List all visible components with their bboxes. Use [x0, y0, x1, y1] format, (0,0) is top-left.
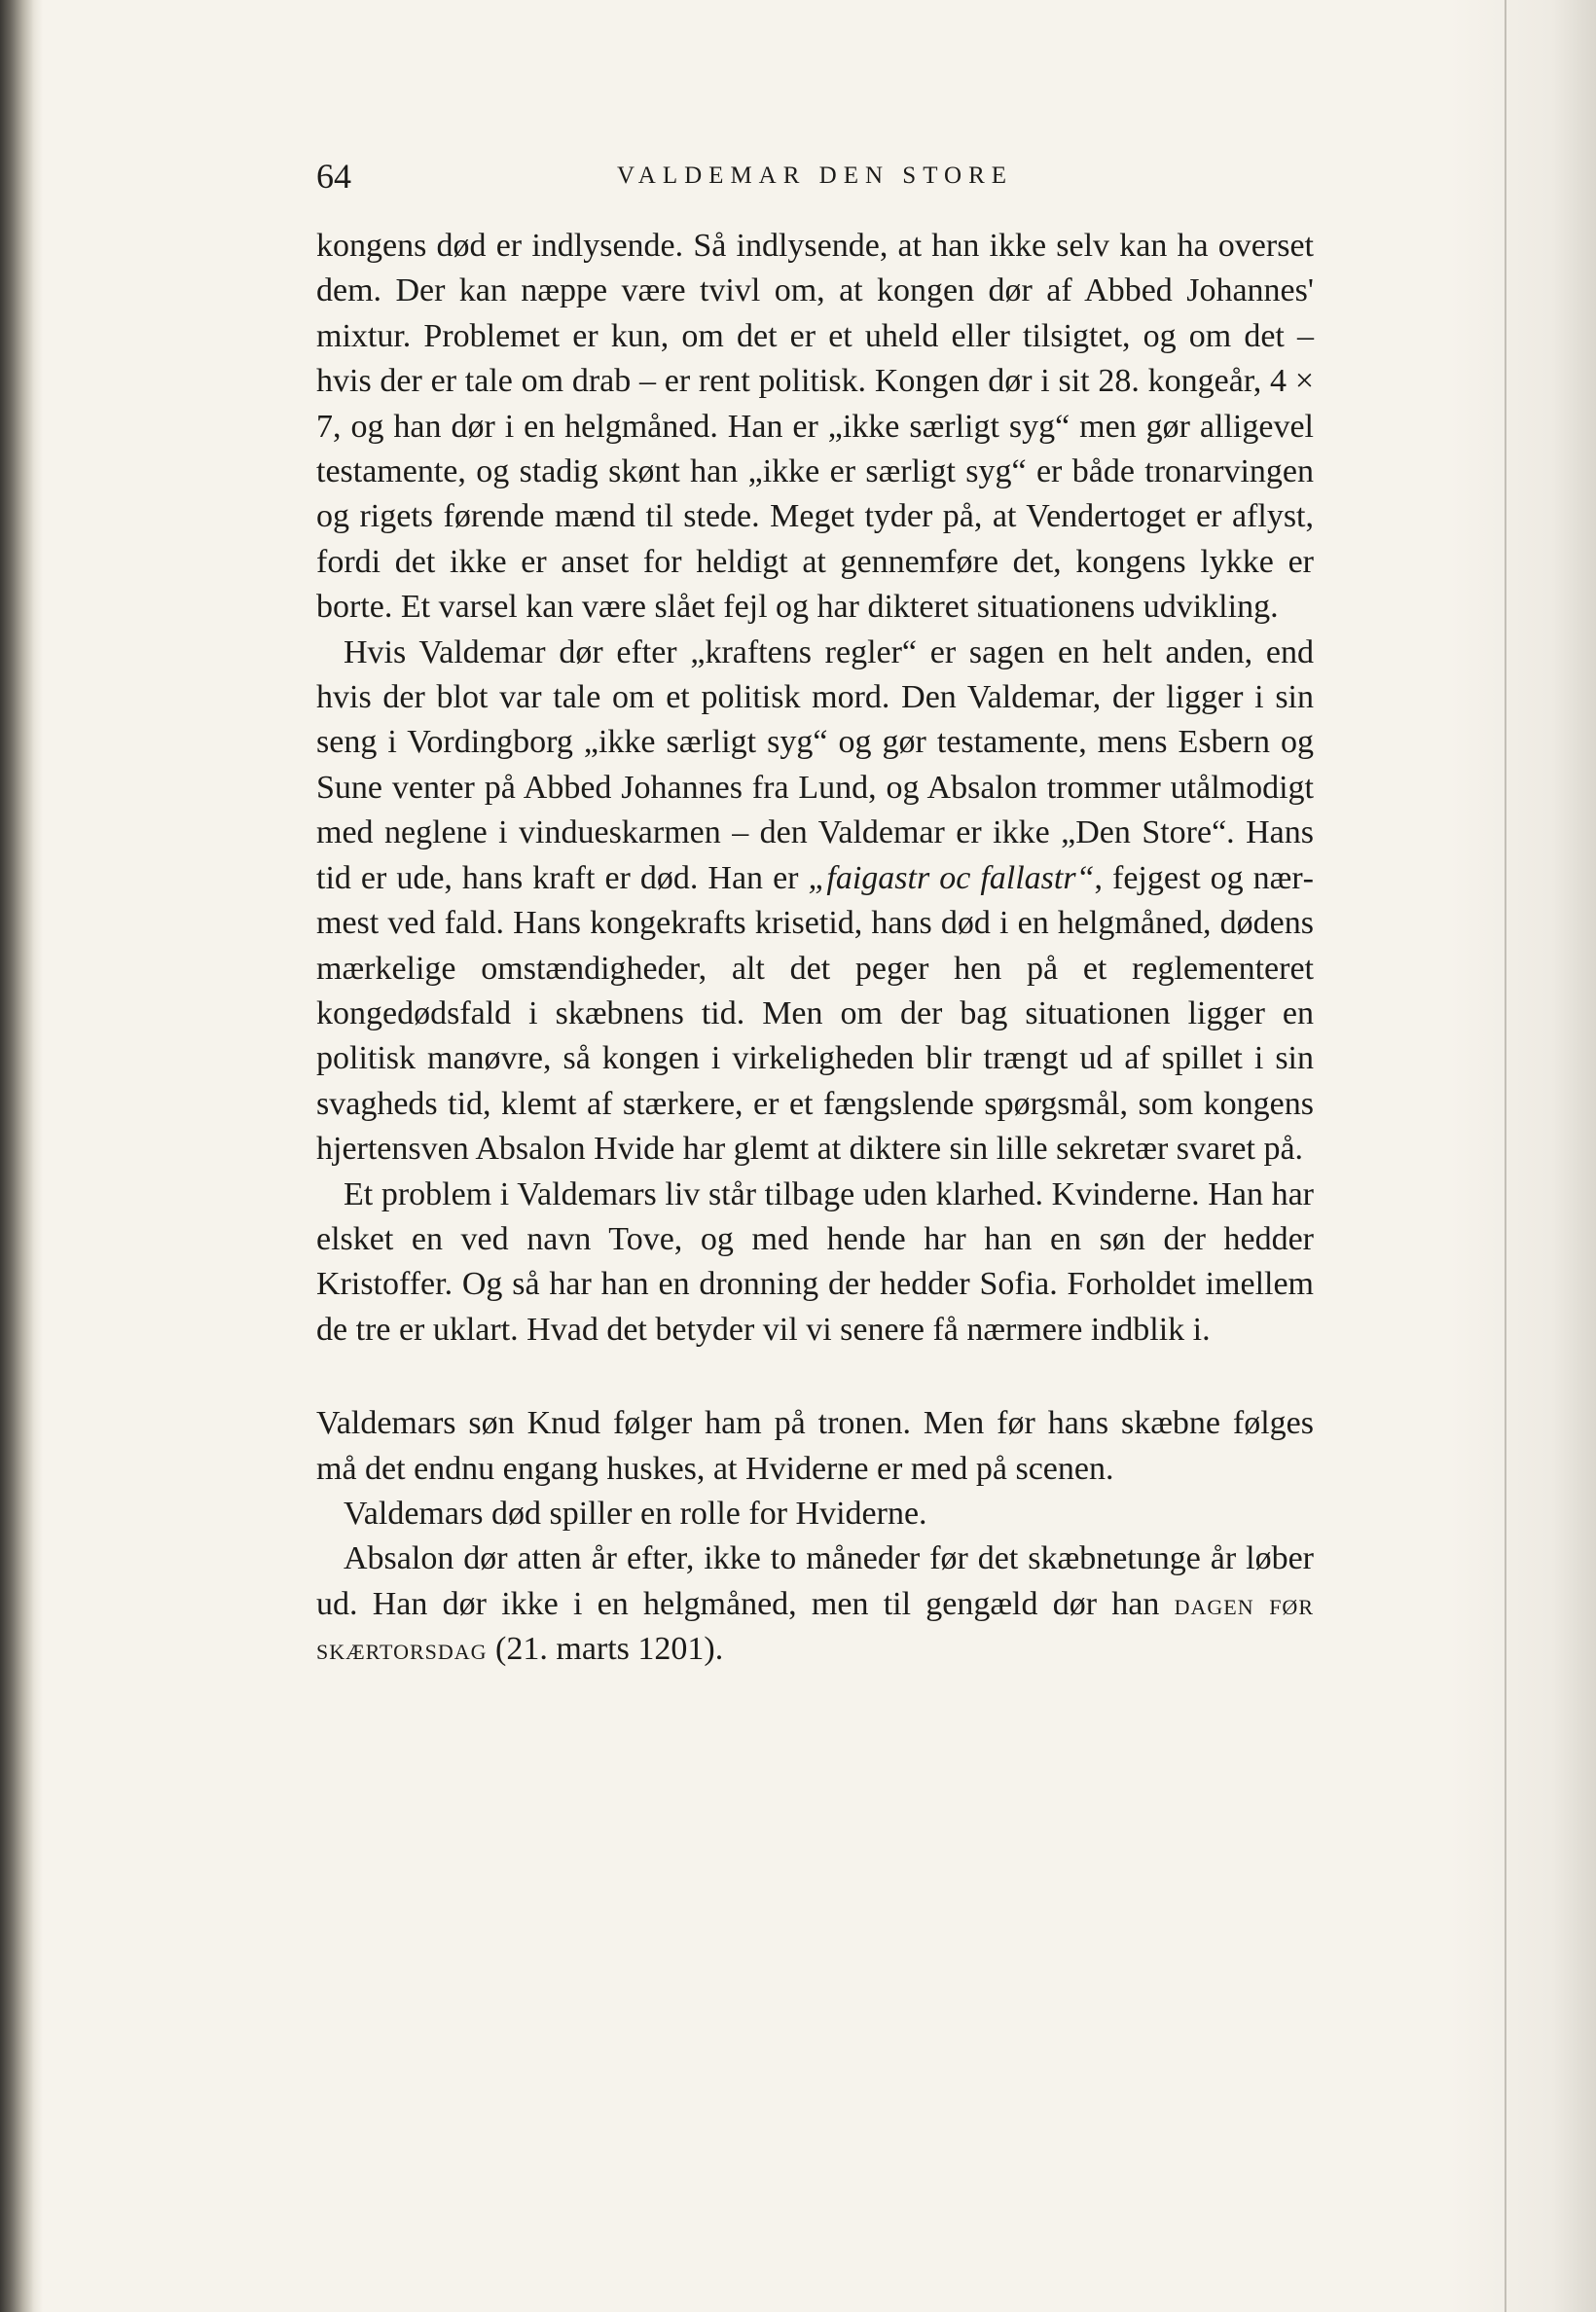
paragraph-6-text-after: (21. marts 1201).	[487, 1631, 724, 1668]
running-title: VALDEMAR DEN STORE	[616, 163, 1014, 189]
paragraph-3: Et problem i Valdemars liv står tilbage uden klarhed. Kvinderne. Han har elsket en ved navn Tove, og med hende har han en søn der hedder Kristoffer. Og så har han en dronning der hedder Sofia. Forholdet imellem de tre er uklart. Hvad det betyder vil vi senere få nærmere indblik i.	[316, 1175, 1314, 1348]
paragraph-1: kongens død er indlysende. Så indlysende, at han ikke selv kan ha overset dem. Der kan næppe være tvivl om, at kongen dør af Abbed Johannes' mixtur. Problemet er kun, om det er et uheld eller tilsigtet, og om det – hvis der er tale om drab – er rent politisk. Kongen dør i sit 28. kongeår, 4 × 7, og han dør i en helgmåned. Han er „ikke særligt syg“ men gør alligevel testamente, og stadig skønt han „ikke er særligt syg“ er både tronarvingen og rigets førende mænd til stede. Meget tyder på, at Vendertoget er aflyst, fordi det ikke er anset for heldigt at gennemføre det, kongens lykke er borte. Et varsel kan være slået fejl og har dikteret situationens udvikling.	[316, 228, 1314, 626]
paragraph-2-text-after: , fejgest og nærmest ved fald. Hans kongekrafts krisetid, hans død i en helgmåned, dødens mærkelige omstændigheder, alt det peger hen på et reglementeret kongedødsfald i skæbnens tid. Men om der bag situationen ligger en politisk manøvre, så kongen i virkeligheden blir trængt ud af spillet i sin svagheds tid, klemt af stærkere, er et fængslende spørgsmål, som kongens hjertensven Absalon Hvide har glemt at diktere sin lille sekretær svaret på.	[316, 859, 1314, 1168]
book-binding-shadow	[0, 0, 43, 2312]
paragraph-6	[316, 1536, 1314, 1672]
paragraph-2-text-before: Hvis Valdemar dør efter „kraftens regler“ er sagen en helt anden, end hvis der blot var tale om et politisk mord. Den Valdemar, der ligger i sin seng i Vordingborg „ikke særligt syg“ og gør testamente, mens Esbern og Sune venter på Abbed Johannes fra Lund, og Absalon trommer utålmodigt med neglene i vindueskarmen – den Valdemar er ikke „Den Store“. Hans tid er ude, hans kraft er død. Han er	[316, 633, 1314, 896]
italic-quote: „faigastr oc fallastr“	[808, 859, 1095, 896]
paragraph-2	[316, 631, 1314, 1173]
small-caps-phrase: dagen før skærtorsdag	[316, 1586, 1314, 1667]
page-header	[316, 152, 1314, 200]
paragraph-5: Valdemars død spiller en rolle for Hviderne.	[344, 1495, 927, 1532]
paragraph-4: Valdemars søn Knud følger ham på tronen. Men før hans skæbne følges må det endnu engang huskes, at Hviderne er med på scenen.	[316, 1405, 1314, 1487]
page-number: 64	[316, 157, 351, 196]
body-text	[316, 224, 1314, 1673]
page-edge-line	[1505, 0, 1506, 2312]
page-edge-shadow	[1450, 0, 1596, 2312]
paragraph-6-text-before: Absalon dør atten år efter, ikke to måneder før det skæbnetunge år løber ud. Han dør ikke i en helgmåned, men til gengæld dør han	[316, 1540, 1314, 1622]
